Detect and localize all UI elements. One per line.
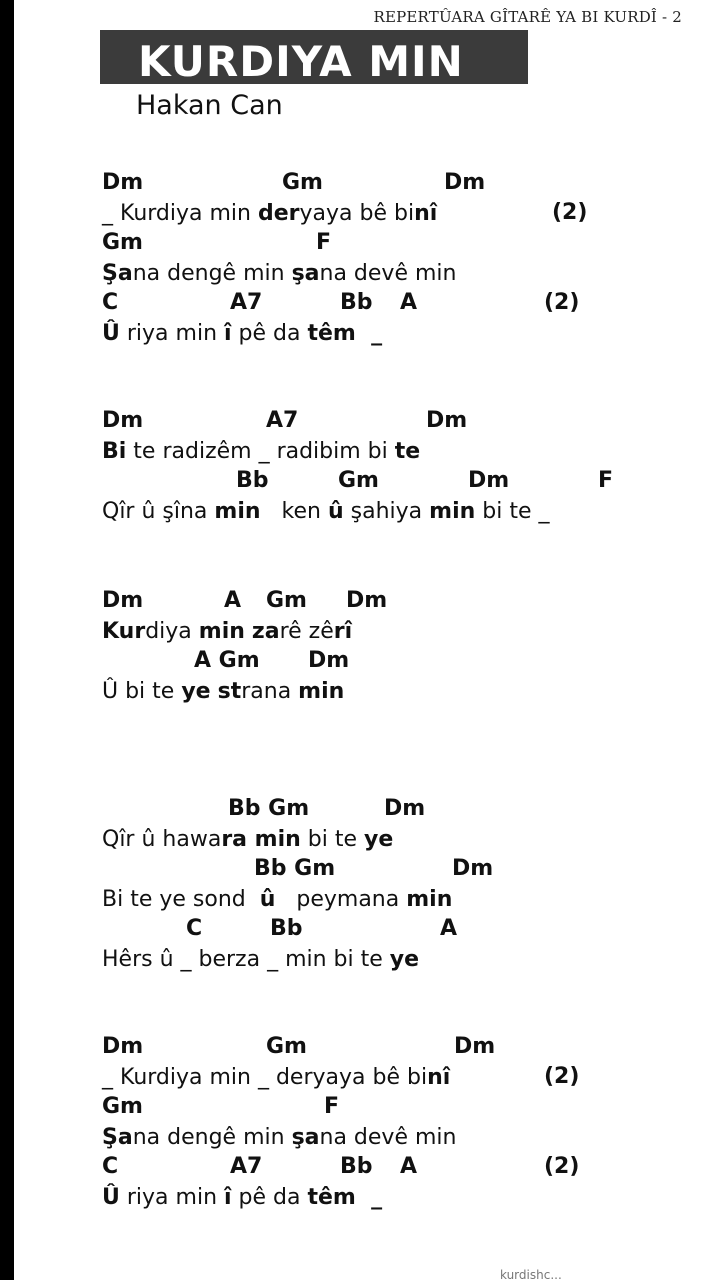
lyric-bold: a: [117, 1125, 133, 1150]
chord: F: [324, 1094, 340, 1119]
chord: Dm: [102, 170, 144, 195]
chord: Gm: [102, 1094, 143, 1119]
lyric-text: [245, 619, 252, 644]
chord: Gm: [282, 170, 323, 195]
lyric-bold: min: [214, 499, 261, 524]
lyric-bold: nî: [427, 1065, 451, 1090]
lyric-bold: nî: [414, 201, 438, 226]
chord: A7: [230, 290, 263, 315]
lyric-text: na dengê min: [132, 1125, 292, 1150]
chord: A: [224, 588, 242, 613]
lyric-bold: _: [355, 1185, 383, 1210]
lyric-text: na devê min: [319, 261, 457, 286]
lyric-text: peymana: [275, 887, 407, 912]
lyric-bold: Û: [102, 1185, 120, 1210]
lyric-bold: min: [198, 619, 245, 644]
lyric-bold: min: [429, 499, 476, 524]
lyric-bold: a: [117, 261, 133, 286]
lyric-text: Hêrs û _ berza _ min bi te: [102, 947, 390, 972]
lyric-text: yaya bê bi: [299, 201, 415, 226]
chord: Dm: [102, 408, 144, 433]
lyric-text: [211, 679, 218, 704]
chord: Dm: [102, 1034, 144, 1059]
lyric-bold: Bi: [102, 439, 127, 464]
chord: Bb: [340, 290, 373, 315]
lyric-bold: î: [224, 321, 232, 346]
chord: Dm: [346, 588, 388, 613]
artist-name: Hakan Can: [136, 90, 283, 121]
lyric-line: [102, 618, 352, 646]
lyric-bold: î: [224, 1185, 232, 1210]
chord: Dm: [452, 856, 494, 881]
lyric-bold: st: [217, 679, 242, 704]
chord: Gm: [266, 588, 307, 613]
lyric-bold: min: [298, 679, 345, 704]
lyric-bold: têm: [307, 321, 356, 346]
chord: C: [186, 916, 203, 941]
chord: Bb: [270, 916, 303, 941]
chord: Gm: [338, 468, 379, 493]
chord: Bb: [340, 1154, 373, 1179]
chord: A: [400, 1154, 418, 1179]
lyric-line: [102, 1184, 382, 1212]
repeat-marker: (2): [552, 200, 588, 225]
lyric-text: Û bi te: [102, 679, 182, 704]
chord: Bb: [236, 468, 269, 493]
chord: Dm: [384, 796, 426, 821]
lyric-bold: ye: [389, 947, 420, 972]
lyric-text: ken: [260, 499, 328, 524]
repeat-marker: (2): [544, 290, 580, 315]
repeat-marker: (2): [544, 1064, 580, 1089]
left-margin-bar: [0, 0, 14, 1280]
chord: Dm: [426, 408, 468, 433]
lyric-bold: ra min: [221, 827, 301, 852]
lyric-text: te radizêm _ radibim bi: [126, 439, 395, 464]
lyric-line: [102, 260, 456, 288]
chord: Bb Gm: [254, 856, 336, 881]
lyric-line: [102, 1124, 456, 1152]
lyric-bold: _: [355, 321, 383, 346]
lyric-line: [102, 886, 452, 914]
lyric-bold: za: [251, 619, 280, 644]
chord: Dm: [308, 648, 350, 673]
footer-text: kurdishc...: [500, 1268, 562, 1282]
chord: Dm: [102, 588, 144, 613]
chord: F: [316, 230, 332, 255]
chord: C: [102, 290, 119, 315]
chord: A7: [230, 1154, 263, 1179]
lyric-bold: der: [257, 201, 300, 226]
lyric-text: Qîr û şîna: [102, 499, 215, 524]
chord: A7: [266, 408, 299, 433]
lyric-text: _ Kurdiya min _ deryaya bê bi: [102, 1065, 428, 1090]
chord: Gm: [266, 1034, 307, 1059]
lyric-bold: şa: [291, 261, 320, 286]
lyric-line: [102, 678, 344, 706]
lyric-text: bi te _: [475, 499, 550, 524]
lyric-line: [102, 438, 420, 466]
lyric-text: Bi te ye sond: [102, 887, 260, 912]
lyric-text: rê zê: [279, 619, 334, 644]
lyric-line: [102, 498, 550, 526]
lyric-line: [102, 200, 437, 228]
lyric-bold: ye: [181, 679, 211, 704]
lyric-text: bi te: [300, 827, 365, 852]
lyric-bold: rî: [333, 619, 353, 644]
chord: Bb Gm: [228, 796, 310, 821]
lyric-text: pê da: [231, 1185, 308, 1210]
lyric-text: rana: [241, 679, 299, 704]
chord: A: [400, 290, 418, 315]
lyric-line: [102, 320, 382, 348]
lyric-bold: Ş: [102, 1125, 118, 1150]
chord: A Gm: [194, 648, 260, 673]
chord: Dm: [454, 1034, 496, 1059]
lyric-text: Qîr û hawa: [102, 827, 222, 852]
lyric-bold: şa: [291, 1125, 320, 1150]
lyric-line: [102, 1064, 450, 1092]
lyric-bold: Kur: [102, 619, 146, 644]
lyric-text: riya min: [119, 1185, 224, 1210]
chord: F: [598, 468, 614, 493]
lyric-text: _ Kurdiya min: [102, 201, 258, 226]
chord: Dm: [444, 170, 486, 195]
lyric-bold: Ş: [102, 261, 118, 286]
repeat-marker: (2): [544, 1154, 580, 1179]
lyric-bold: ye: [364, 827, 394, 852]
chord: A: [440, 916, 458, 941]
lyric-text: şahiya: [343, 499, 430, 524]
lyric-bold: min: [406, 887, 453, 912]
lyric-text: na dengê min: [132, 261, 292, 286]
chord: C: [102, 1154, 119, 1179]
chord: Dm: [468, 468, 510, 493]
lyric-line: [102, 826, 393, 854]
lyric-bold: û: [259, 887, 276, 912]
lyric-text: pê da: [231, 321, 308, 346]
lyric-bold: û: [327, 499, 344, 524]
lyric-bold: têm: [307, 1185, 356, 1210]
lyric-line: [102, 946, 419, 974]
lyric-text: riya min: [119, 321, 224, 346]
lyric-text: na devê min: [319, 1125, 457, 1150]
song-title: KURDIYA MIN: [138, 37, 464, 86]
lyric-bold: Û: [102, 321, 120, 346]
lyric-text: diya: [145, 619, 199, 644]
chord: Gm: [102, 230, 143, 255]
lyric-bold: te: [394, 439, 421, 464]
page-header: REPERTÛARA GÎTARÊ YA BI KURDÎ - 2: [373, 8, 682, 26]
